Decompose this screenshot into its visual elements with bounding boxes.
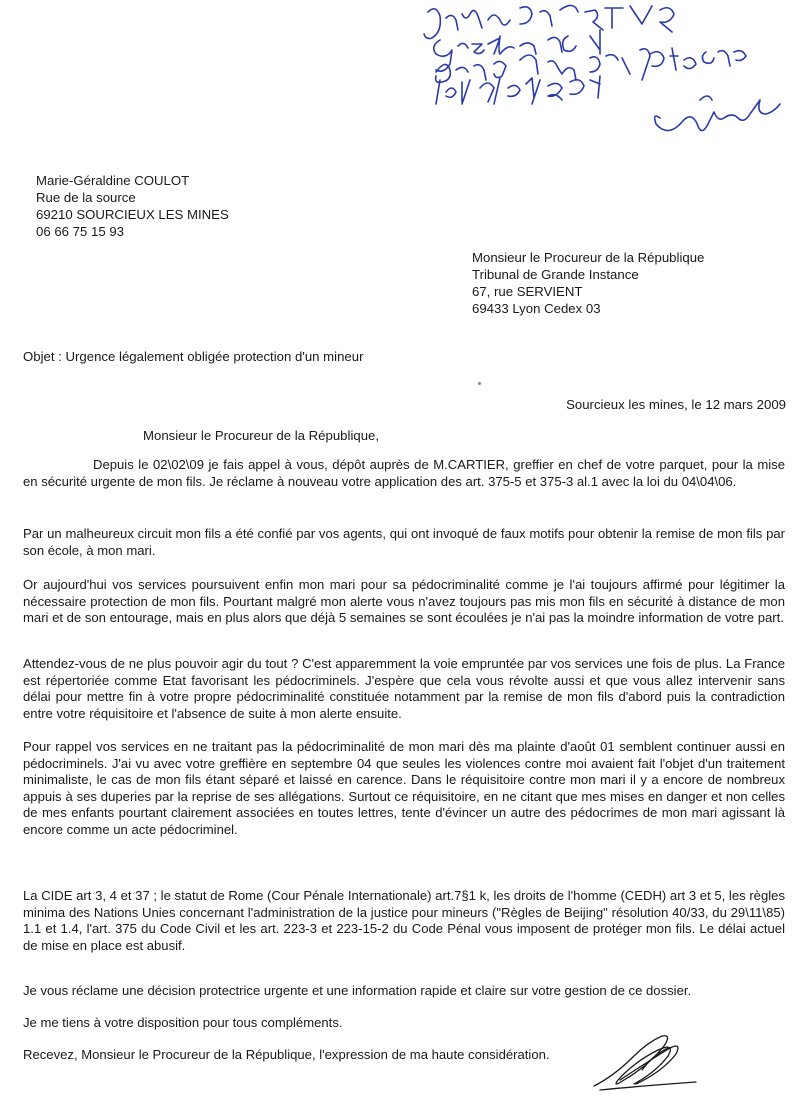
body-paragraph: Par un malheureux circuit mon fils a été confié par vos agents, qui ont invoqué de faux motifs pour obtenir la remise de mon fils par son école, à mon mari.: [23, 526, 785, 558]
salutation: Monsieur le Procureur de la République,: [143, 428, 380, 443]
body-paragraph: Pour rappel vos services en ne traitant pas la pédocriminalité de mon mari dès ma plainte d'août 01 semblent continuer aussi en pédocriminels. J'ai vu avec votre greffière en septembre 04 que seules les violences contre moi avaient fait l'objet d'un traitement minimaliste, le cas de mon fils étant séparé et laissé en carence. Dans le réquisitoire contre mon mari il y a encore de nombreux appuis à ses duperies par la reprise de ses allégations. Surtout ce réquisitoire, en ne citant que mes mises en danger et non celles de mes enfants pourtant clairement associées en toutes lettres, tente d'évincer un autre des pédocrimes de mon mari agissant là encore comme un acte pédocriminel.: [23, 739, 785, 837]
sender-street: Rue de la source: [36, 190, 136, 205]
body-paragraph: Je vous réclame une décision protectrice urgente et une information rapide et claire sur votre gestion de ce dossier.: [23, 983, 692, 998]
letter-subject: Objet : Urgence légalement obligée protection d'un mineur: [23, 349, 364, 364]
body-paragraph: Depuis le 02\02\09 je fais appel à vous, dépôt auprès de M.CARTIER, greffier en chef de votre parquet, pour la mise en sécurité urgente de mon fils. Je réclame à nouveau votre application des art. 375-5 et 375-3 al.1 avec la loi du 04\04\06.: [23, 457, 785, 489]
sender-city: 69210 SOURCIEUX LES MINES: [36, 207, 229, 222]
recipient-street: 67, rue SERVIENT: [472, 284, 583, 299]
sender-phone: 06 66 75 15 93: [36, 224, 124, 239]
recipient-address: [472, 249, 704, 317]
body-paragraph: La CIDE art 3, 4 et 37 ; le statut de Rome (Cour Pénale Internationale) art.7§1 k, les droits de l'homme (CEDH) art 3 et 5, les règles minima des Nations Unies concernant l'administration de la justice pour mineurs ("Règles de Beijing" résolution 40/33, du 29\11\85) 1.1 et 1.4, l'art. 375 du Code Civil et les art. 223-3 et 223-15-2 du Code Pénal vous imposent de protéger mon fils. Le délai actuel de mise en place est abusif.: [23, 888, 785, 953]
body-paragraph: Or aujourd'hui vos services poursuivent enfin mon mari pour sa pédocriminalité comme je l'ai toujours affirmé pour légitimer la nécessaire protection de mon fils. Pourtant malgré mon alerte vous n'avez toujours pas mis mon fils en sécurité à distance de mon mari et de son entourage, mais en plus alors que déjà 5 semaines se sont écoulées je n'ai pas la moindre information de votre part.: [23, 577, 785, 625]
handwritten-reception-note: [0, 0, 800, 160]
sender-address: [36, 172, 229, 240]
recipient-court: Tribunal de Grande Instance: [472, 267, 639, 282]
body-paragraph: Je me tiens à votre disposition pour tous compléments.: [23, 1015, 343, 1030]
recipient-city: 69433 Lyon Cedex 03: [472, 301, 601, 316]
closing-formula: Recevez, Monsieur le Procureur de la République, l'expression de ma haute considération.: [23, 1047, 550, 1062]
recipient-title: Monsieur le Procureur de la République: [472, 250, 705, 265]
place-and-date: Sourcieux les mines, le 12 mars 2009: [566, 397, 786, 412]
sender-name: Marie-Géraldine COULOT: [36, 173, 190, 188]
scan-speck: [478, 382, 481, 385]
handwritten-signature: [590, 1030, 710, 1100]
body-paragraph: Attendez-vous de ne plus pouvoir agir du tout ? C'est apparemment la voie empruntée par vos services une fois de plus. La France est répertoriée comme Etat favorisant les pédocriminels. J'espère que cela vous révolte aussi et que vous allez intervenir sans délai pour mettre fin à votre propre pédocriminalité constituée notamment par la remise de mon fils d'abord puis la contradiction entre votre réquisitoire et l'absence de suite à mon alerte ensuite.: [23, 656, 785, 721]
